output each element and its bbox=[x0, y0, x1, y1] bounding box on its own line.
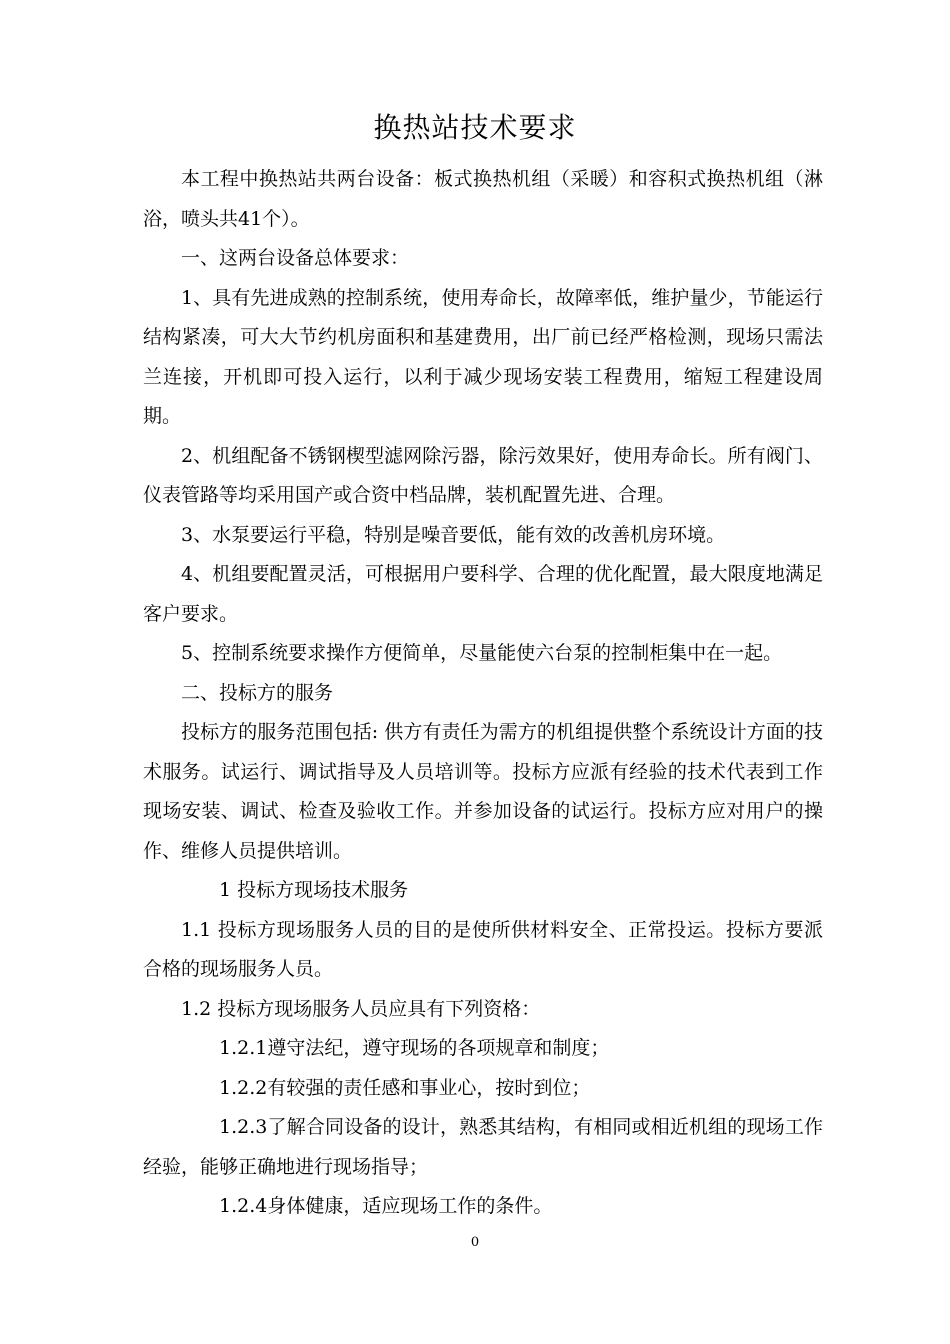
item-number: 1.2.2 bbox=[219, 1076, 268, 1099]
page-title: 换热站技术要求 bbox=[373, 111, 577, 144]
paragraph-intro: 本工程中换热站共两台设备：板式换热机组（采暖）和容积式换热机组（淋浴，喷头共41个）。 bbox=[143, 168, 823, 230]
item-number: 1.2.3 bbox=[219, 1116, 268, 1138]
item-1-2-4 bbox=[143, 1187, 823, 1227]
item-1-2-3 bbox=[143, 1108, 823, 1187]
paragraph-requirement-3: 3、水泵要运行平稳，特别是噪音要低，能有效的改善机房环境。 bbox=[181, 523, 726, 546]
document-body bbox=[143, 160, 823, 1227]
paragraph-heading-2: 二、投标方的服务 bbox=[181, 681, 334, 704]
paragraph-requirement-4: 4、机组要配置灵活，可根据用户要科学、合理的优化配置，最大限度地满足客户要求。 bbox=[143, 563, 823, 625]
paragraph-1-1: 1.1 投标方现场服务人员的目的是使所供材料安全、正常投运。投标方要派合格的现场服务人员。 bbox=[143, 918, 823, 980]
section-1-number: 1 bbox=[219, 879, 232, 901]
section-1-heading bbox=[143, 871, 823, 911]
item-1-2-1 bbox=[143, 1029, 823, 1069]
item-number: 1.2.4 bbox=[219, 1195, 268, 1217]
paragraph-service-scope: 投标方的服务范围包括: 供方有责任为需方的机组提供整个系统设计方面的技术服务。试运行、调试指导及人员培训等。投标方应派有经验的技术代表到工作现场安装、调试、检查及验收工作。并参加设备的试运行。投标方应对用户的操作、维修人员提供培训。 bbox=[143, 721, 823, 862]
item-number: 1.2.1 bbox=[219, 1037, 268, 1059]
paragraph-requirement-2: 2、机组配备不锈钢楔型滤网除污器，除污效果好，使用寿命长。所有阀门、仪表管路等均采用国产或合资中档品牌，装机配置先进、合理。 bbox=[143, 444, 823, 506]
item-text: 身体健康，适应现场工作的条件。 bbox=[267, 1195, 553, 1217]
item-text: 有较强的责任感和事业心，按时到位； bbox=[267, 1076, 591, 1099]
item-text: 遵守法纪，遵守现场的各项规章和制度； bbox=[267, 1037, 610, 1059]
paragraph-requirement-1: 1、具有先进成熟的控制系统，使用寿命长，故障率低，维护量少，节能运行结构紧凑，可大大节约机房面积和基建费用，出厂前已经严格检测，现场只需法兰连接，开机即可投入运行，以利于减少现场安装工程费用，缩短工程建设周期。 bbox=[143, 286, 823, 427]
paragraph-heading-1: 一、这两台设备总体要求： bbox=[181, 247, 410, 269]
paragraph-1-2: 1.2 投标方现场服务人员应具有下列资格： bbox=[181, 997, 541, 1020]
item-1-2-2 bbox=[143, 1069, 823, 1109]
item-text: 了解合同设备的设计，熟悉其结构，有相同或相近机组的现场工作经验，能够正确地进行现场指导； bbox=[143, 1116, 823, 1178]
paragraph-requirement-5: 5、控制系统要求操作方便简单，尽量能使六台泵的控制柜集中在一起。 bbox=[181, 642, 783, 664]
page-number: 0 bbox=[470, 1235, 480, 1250]
section-1-text: 投标方现场技术服务 bbox=[237, 879, 409, 901]
